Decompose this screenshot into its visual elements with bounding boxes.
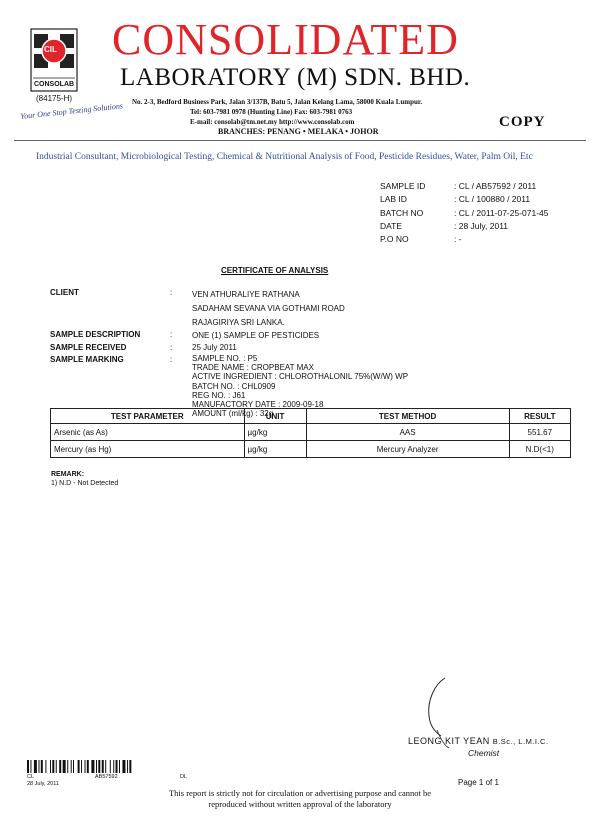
barcode-caption bbox=[27, 774, 59, 788]
client-line: RAJAGIRIYA SRI LANKA. bbox=[192, 318, 285, 327]
company-phone: Tel: 603-7981 0978 (Hunting Line) Fax: 603-7981 0763 bbox=[190, 108, 353, 116]
column-header: TEST METHOD bbox=[306, 409, 509, 424]
company-address: No. 2-3, Bedford Business Park, Jalan 3/137B, Batu 5, Jalan Kelang Lama, 58000 Kuala Lumpur. bbox=[132, 98, 423, 106]
description-row bbox=[50, 330, 570, 342]
marking-line: REG NO. : J61 bbox=[192, 390, 246, 400]
client-line: VEN ATHURALIYE RATHANA bbox=[192, 290, 300, 299]
colon: : bbox=[170, 343, 173, 352]
remark-title: REMARK: bbox=[51, 471, 85, 478]
meta-row bbox=[380, 220, 584, 233]
cell-unit: µg/kg bbox=[244, 424, 306, 441]
client-info bbox=[50, 288, 570, 418]
logo-text: CIL bbox=[44, 45, 57, 54]
marking-line: ACTIVE INGREDIENT : CHLOROTHALONIL 75%(W/W) WP bbox=[192, 372, 409, 382]
header-divider bbox=[14, 140, 586, 141]
meta-row bbox=[380, 180, 584, 193]
description-label: SAMPLE DESCRIPTION bbox=[50, 330, 141, 339]
table-row bbox=[51, 441, 571, 458]
barcode bbox=[27, 760, 177, 773]
barcode-caption-line: 28 July, 2011 bbox=[27, 781, 59, 787]
remark-text: 1) N.D - Not Detected bbox=[51, 480, 119, 487]
cell-unit: µg/kg bbox=[244, 441, 306, 458]
column-header: UNIT bbox=[244, 409, 306, 424]
company-name: CONSOLIDATED bbox=[112, 15, 459, 64]
cell-method: Mercury Analyzer bbox=[306, 441, 509, 458]
meta-value: : CL / 2011-07-25-071-45 bbox=[454, 207, 549, 218]
cell-result: 551.67 bbox=[509, 424, 570, 441]
barcode-right-code: DL bbox=[180, 774, 188, 780]
colon: : bbox=[170, 288, 173, 297]
column-header: TEST PARAMETER bbox=[51, 409, 245, 424]
sample-meta bbox=[380, 180, 584, 246]
marking-label: SAMPLE MARKING bbox=[50, 355, 124, 364]
logo-caption: CONSOLAB bbox=[34, 81, 75, 88]
certificate-title: CERTIFICATE OF ANALYSIS bbox=[221, 266, 329, 275]
table-row bbox=[51, 424, 571, 441]
marking-line: BATCH NO. : CHL0909 bbox=[192, 381, 276, 391]
meta-label: BATCH NO bbox=[380, 207, 424, 218]
company-slogan: Your One Stop Testing Solutions bbox=[20, 101, 124, 121]
marking-line: SAMPLE NO. : P5 bbox=[192, 354, 258, 363]
received-value: 25 July 2011 bbox=[192, 343, 237, 352]
client-line: SADAHAM SEVANA VIA GOTHAMI ROAD bbox=[192, 304, 345, 313]
table-header-row bbox=[51, 409, 571, 424]
meta-row bbox=[380, 207, 584, 220]
disclaimer: This report is strictly not for circulation or advertising purpose and cannot be reproduced without written approval of the laboratory bbox=[168, 788, 431, 809]
signatory-name-line bbox=[408, 736, 549, 746]
meta-value: : 28 July, 2011 bbox=[454, 220, 509, 231]
company-tagline: Industrial Consultant, Microbiological Testing, Chemical & Nutritional Analysis of Food, Pesticide Residues, Water, Palm Oil, Etc bbox=[36, 152, 533, 162]
marking-line: AMOUNT (ml/kg) : 32g bbox=[192, 409, 274, 419]
company-email: E-mail: consolab@tm.net.my http://www.consolab.com bbox=[190, 118, 355, 126]
client-label: CLIENT bbox=[50, 288, 79, 297]
results-table bbox=[50, 408, 571, 458]
copy-stamp: COPY bbox=[499, 114, 546, 130]
signatory-qualification: B.Sc., L.M.I.C. bbox=[492, 737, 549, 746]
cell-method: AAS bbox=[306, 424, 509, 441]
company-subtitle: LABORATORY (M) SDN. BHD. bbox=[120, 64, 471, 91]
meta-label: LAB ID bbox=[380, 194, 407, 205]
company-branches: BRANCHES: PENANG • MELAKA • JOHOR bbox=[218, 127, 379, 136]
received-row bbox=[50, 342, 570, 354]
column-header: RESULT bbox=[509, 409, 570, 424]
marking-line: MANUFACTORY DATE : 2009-09-18 bbox=[192, 400, 324, 410]
barcode-code: AB57592 bbox=[95, 774, 118, 780]
cell-result: N.D(<1) bbox=[509, 441, 570, 458]
cell-parameter: Arsenic (as As) bbox=[51, 424, 245, 441]
meta-label: SAMPLE ID bbox=[380, 181, 426, 191]
meta-value: : CL / AB57592 / 2011 bbox=[454, 181, 537, 191]
meta-row bbox=[380, 233, 584, 246]
meta-row bbox=[380, 193, 584, 206]
signatory-title: Chemist bbox=[468, 748, 500, 758]
barcode-caption-line: CL bbox=[27, 774, 35, 780]
meta-value: : CL / 100880 / 2011 bbox=[454, 194, 531, 205]
client-row bbox=[50, 288, 570, 330]
description-value: ONE (1) SAMPLE OF PESTICIDES bbox=[192, 331, 320, 340]
cell-parameter: Mercury (as Hg) bbox=[51, 441, 245, 458]
colon: : bbox=[170, 355, 173, 364]
company-registration: (84175-H) bbox=[36, 94, 73, 103]
meta-label: P.O NO bbox=[380, 234, 409, 245]
signatory-name: LEONG KIT YEAN bbox=[408, 736, 490, 746]
colon: : bbox=[170, 330, 173, 339]
received-label: SAMPLE RECEIVED bbox=[50, 343, 127, 352]
remark bbox=[51, 470, 118, 488]
meta-label: DATE bbox=[380, 220, 403, 231]
meta-value: : - bbox=[454, 234, 462, 245]
marking-line: TRADE NAME : CROPBEAT MAX bbox=[192, 363, 314, 373]
page-number: Page 1 of 1 bbox=[458, 778, 499, 787]
